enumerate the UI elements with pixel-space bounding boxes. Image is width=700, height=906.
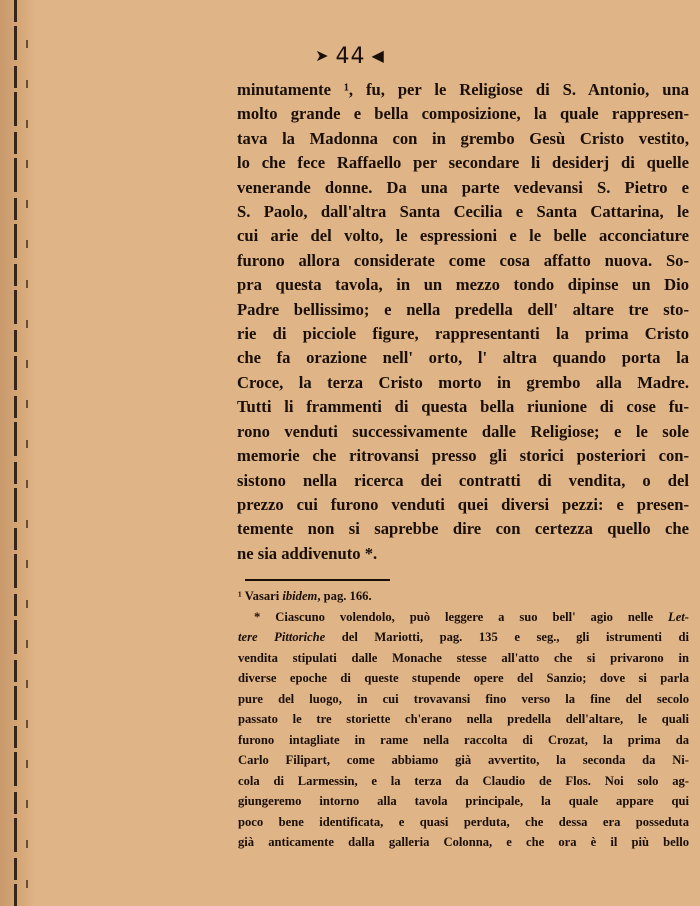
body-line: pra questa tavola, in un mezzo tondo dipinse un Dio (237, 275, 689, 295)
footnote-text: del Mariotti, pag. 135 e seg., gli istrumenti di (325, 630, 689, 644)
body-line: tava la Madonna con in grembo Gesù Cristo vestito, (237, 128, 689, 148)
body-line: venerande donne. Da una parte vedevansi S. Pietro e (237, 177, 689, 197)
body-line: sistono nella ricerca dei contratti di vendita, o del (237, 470, 689, 490)
page-binding-gutter (0, 0, 36, 906)
body-line: cui arie del volto, le espressioni e le belle acconciature (237, 226, 689, 246)
footnote-text: Vasari (244, 589, 283, 603)
body-line: memorie che ritrovansi presso gli storici posteriori con- (237, 446, 689, 466)
body-line: prezzo cui furono venduti quei diversi pezzi: e presen- (237, 494, 689, 514)
footnotes (238, 586, 689, 853)
page-number: 44 (335, 44, 366, 69)
body-line: rie di picciole figure, rappresentanti la prima Cristo (237, 324, 689, 344)
body-line: Tutti li frammenti di questa bella riunione di cose fu- (237, 397, 689, 417)
footnote-text: * Ciascuno volendolo, può leggere a suo bell' agio nelle (254, 609, 669, 624)
footnote-italic: ibidem (282, 589, 318, 603)
body-line: minutamente ¹, fu, per le Religiose di S. Antonio, una (237, 80, 689, 99)
page-number-header (0, 44, 700, 69)
footnote-star-line: cola di Larmessin, e la terza da Claudio de Flos. Noi solo ag- (238, 773, 689, 788)
body-line: che fa orazione nell' orto, l' altra quando porta la (237, 348, 689, 368)
footnote-star-line (238, 627, 689, 648)
footnote-italic: Let- (668, 609, 689, 624)
body-line: S. Paolo, dall'altra Santa Cecilia e Santa Cattarina, le (237, 202, 689, 222)
footnote-marker: ¹ (238, 589, 242, 603)
footnote-divider (245, 579, 390, 581)
footnote-star-line: diverse epoche di queste stupende opere del Sanzio; dove si parla (238, 671, 689, 685)
footnote-text: , pag. 166. (317, 589, 372, 603)
body-line: lo che fece Raffaello per secondare li desiderj di quelle (237, 153, 689, 173)
footnote-star-line: furono intagliate in rame nella raccolta di Crozat, la prima da (238, 732, 689, 747)
body-line: ne sia addivenuto *. (237, 543, 378, 563)
footnote-star-line: pure del luogo, in cui trovavansi fino verso la fine del secolo (238, 691, 689, 706)
footnote-star-line: vendita stipulati dalle Monache stesse all'atto che si privarono in (238, 650, 689, 665)
footnote-star-line: Carlo Filipart, come abbiamo già avvertito, la seconda da Ni- (238, 753, 689, 767)
body-line: furono allora considerate come cosa affatto nuova. So- (237, 250, 689, 270)
footnote-star-line: poco bene identificata, e quasi perduta, che dessa era posseduta (238, 814, 689, 829)
footnote-italic: tere Pittoriche (238, 630, 326, 644)
ornament-left-icon: ➤ (315, 46, 330, 65)
body-line: rono venduti successivamente dalle Religiose; e le sole (237, 421, 689, 441)
body-line: molto grande e bella composizione, la quale rappresen- (237, 104, 689, 124)
footnote-1 (238, 586, 689, 607)
footnote-star-line: giungeremo intorno alla tavola principale, la quale appare qui (238, 794, 689, 808)
body-line: Croce, la terza Cristo morto in grembo alla Madre. (237, 372, 689, 392)
body-line: Padre bellissimo; e nella predella dell' altare tre sto- (237, 299, 689, 319)
body-line: temente non si saprebbe dire con certezza quello che (237, 519, 689, 539)
body-text (237, 78, 689, 566)
ornament-right-icon: ◀ (371, 46, 385, 65)
binding-edge-mark (14, 0, 17, 906)
binding-edge-mark-secondary (26, 40, 28, 890)
footnote-star-line (238, 607, 689, 628)
footnote-star-line: passato le tre storiette ch'erano nella predella dell'altare, le quali (238, 712, 689, 726)
footnote-star-line: già anticamente dalla galleria Colonna, e che ora è il più bello (238, 835, 689, 849)
